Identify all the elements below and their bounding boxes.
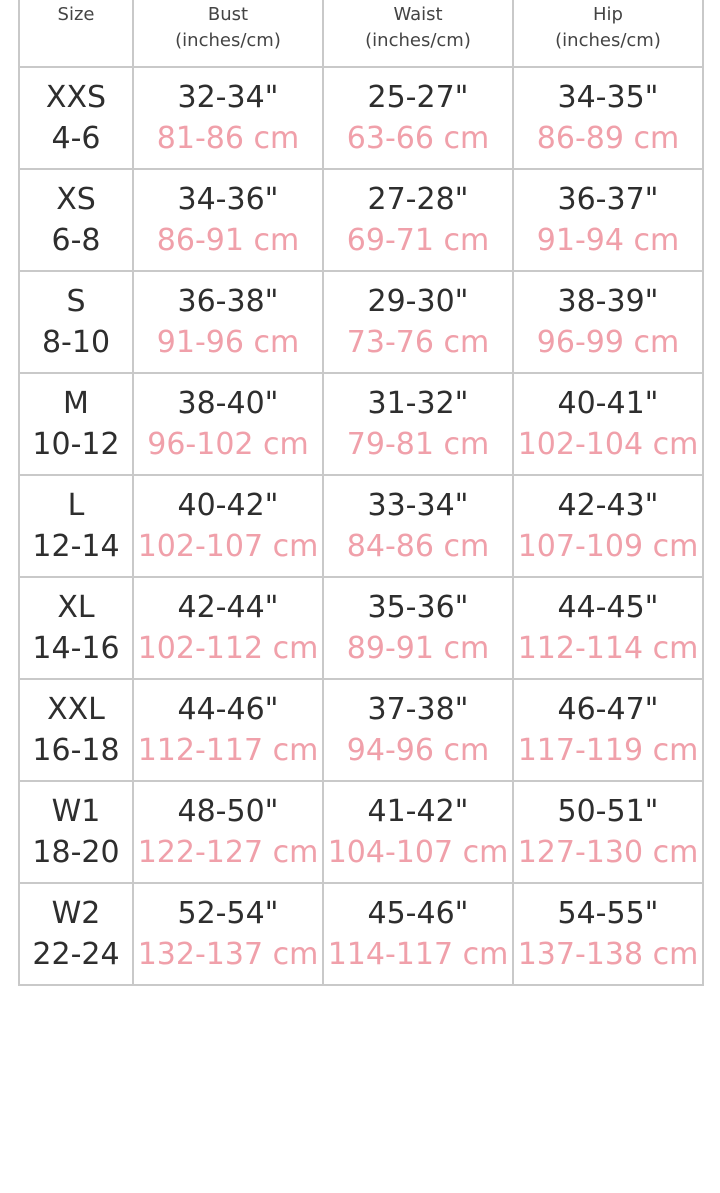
waist-cell bbox=[323, 883, 513, 985]
size-chart-body bbox=[19, 67, 703, 985]
size-range: 14-16 bbox=[32, 631, 120, 666]
hip-cell bbox=[513, 781, 703, 883]
waist-cm: 69-71 cm bbox=[346, 223, 490, 258]
table-row bbox=[19, 271, 703, 373]
bust-inches: 32-34" bbox=[177, 80, 279, 115]
bust-inches: 42-44" bbox=[177, 590, 279, 625]
waist-inches: 37-38" bbox=[367, 692, 469, 727]
hip-cm: 127-130 cm bbox=[517, 835, 699, 870]
bust-inches: 44-46" bbox=[177, 692, 279, 727]
header-waist bbox=[323, 0, 513, 67]
bust-cm: 96-102 cm bbox=[147, 427, 309, 462]
table-row bbox=[19, 781, 703, 883]
bust-cm: 102-112 cm bbox=[137, 631, 319, 666]
size-label: W2 bbox=[51, 896, 101, 931]
hip-cm: 102-104 cm bbox=[517, 427, 699, 462]
waist-cm: 73-76 cm bbox=[346, 325, 490, 360]
waist-inches: 35-36" bbox=[367, 590, 469, 625]
waist-cm: 89-91 cm bbox=[346, 631, 490, 666]
hip-inches: 36-37" bbox=[557, 182, 659, 217]
header-hip-title: Hip bbox=[593, 4, 623, 25]
header-hip-sub: (inches/cm) bbox=[555, 30, 661, 51]
hip-cm: 91-94 cm bbox=[536, 223, 680, 258]
bust-cell bbox=[133, 475, 323, 577]
size-range: 18-20 bbox=[32, 835, 120, 870]
bust-cell bbox=[133, 679, 323, 781]
table-row bbox=[19, 169, 703, 271]
bust-cell bbox=[133, 169, 323, 271]
header-bust bbox=[133, 0, 323, 67]
bust-cell bbox=[133, 271, 323, 373]
size-label: XL bbox=[57, 590, 95, 625]
waist-cell bbox=[323, 577, 513, 679]
size-range: 16-18 bbox=[32, 733, 120, 768]
bust-cm: 91-96 cm bbox=[156, 325, 300, 360]
waist-cm: 104-107 cm bbox=[327, 835, 509, 870]
waist-cm: 63-66 cm bbox=[346, 121, 490, 156]
waist-cm: 84-86 cm bbox=[346, 529, 490, 564]
hip-cell bbox=[513, 169, 703, 271]
size-label: XXS bbox=[45, 80, 107, 115]
size-label: W1 bbox=[51, 794, 101, 829]
hip-inches: 40-41" bbox=[557, 386, 659, 421]
hip-cm: 112-114 cm bbox=[517, 631, 699, 666]
table-row bbox=[19, 67, 703, 169]
size-cell bbox=[19, 169, 133, 271]
bust-cm: 86-91 cm bbox=[156, 223, 300, 258]
hip-cell bbox=[513, 475, 703, 577]
hip-inches: 34-35" bbox=[557, 80, 659, 115]
waist-inches: 27-28" bbox=[367, 182, 469, 217]
hip-inches: 50-51" bbox=[557, 794, 659, 829]
hip-inches: 38-39" bbox=[557, 284, 659, 319]
table-row bbox=[19, 373, 703, 475]
header-waist-sub: (inches/cm) bbox=[365, 30, 471, 51]
waist-cm: 94-96 cm bbox=[346, 733, 490, 768]
hip-cm: 137-138 cm bbox=[517, 937, 699, 972]
bust-inches: 52-54" bbox=[177, 896, 279, 931]
hip-inches: 44-45" bbox=[557, 590, 659, 625]
size-label: M bbox=[63, 386, 89, 421]
bust-cell bbox=[133, 373, 323, 475]
hip-cell bbox=[513, 67, 703, 169]
header-size-title: Size bbox=[57, 4, 95, 25]
header-size bbox=[19, 0, 133, 67]
waist-cell bbox=[323, 271, 513, 373]
size-cell bbox=[19, 577, 133, 679]
hip-cell bbox=[513, 373, 703, 475]
hip-cm: 86-89 cm bbox=[536, 121, 680, 156]
header-bust-sub: (inches/cm) bbox=[175, 30, 281, 51]
hip-inches: 54-55" bbox=[557, 896, 659, 931]
size-label: XXL bbox=[47, 692, 105, 727]
bust-cell bbox=[133, 67, 323, 169]
size-cell bbox=[19, 883, 133, 985]
hip-inches: 42-43" bbox=[557, 488, 659, 523]
bust-cm: 122-127 cm bbox=[137, 835, 319, 870]
hip-cell bbox=[513, 577, 703, 679]
size-label: L bbox=[67, 488, 85, 523]
size-cell bbox=[19, 475, 133, 577]
header-hip bbox=[513, 0, 703, 67]
bust-cm: 112-117 cm bbox=[137, 733, 319, 768]
waist-cell bbox=[323, 679, 513, 781]
hip-cm: 117-119 cm bbox=[517, 733, 699, 768]
bust-inches: 38-40" bbox=[177, 386, 279, 421]
waist-inches: 41-42" bbox=[367, 794, 469, 829]
hip-cm: 107-109 cm bbox=[517, 529, 699, 564]
hip-inches: 46-47" bbox=[557, 692, 659, 727]
header-waist-title: Waist bbox=[393, 4, 443, 25]
waist-cm: 79-81 cm bbox=[346, 427, 490, 462]
size-cell bbox=[19, 271, 133, 373]
waist-cell bbox=[323, 67, 513, 169]
bust-cell bbox=[133, 883, 323, 985]
table-row bbox=[19, 475, 703, 577]
size-range: 8-10 bbox=[41, 325, 111, 360]
size-cell bbox=[19, 67, 133, 169]
header-bust-title: Bust bbox=[207, 4, 249, 25]
waist-inches: 31-32" bbox=[367, 386, 469, 421]
waist-cell bbox=[323, 781, 513, 883]
bust-inches: 48-50" bbox=[177, 794, 279, 829]
bust-inches: 36-38" bbox=[177, 284, 279, 319]
waist-cm: 114-117 cm bbox=[327, 937, 509, 972]
bust-cell bbox=[133, 781, 323, 883]
size-range: 12-14 bbox=[32, 529, 120, 564]
size-range: 10-12 bbox=[32, 427, 120, 462]
table-row bbox=[19, 577, 703, 679]
waist-inches: 45-46" bbox=[367, 896, 469, 931]
table-row bbox=[19, 883, 703, 985]
size-cell bbox=[19, 781, 133, 883]
header-row bbox=[19, 0, 703, 67]
table-row bbox=[19, 679, 703, 781]
waist-inches: 29-30" bbox=[367, 284, 469, 319]
bust-inches: 34-36" bbox=[177, 182, 279, 217]
waist-cell bbox=[323, 475, 513, 577]
size-cell bbox=[19, 679, 133, 781]
bust-cm: 132-137 cm bbox=[137, 937, 319, 972]
waist-inches: 33-34" bbox=[367, 488, 469, 523]
hip-cell bbox=[513, 679, 703, 781]
size-label: XS bbox=[56, 182, 96, 217]
bust-cell bbox=[133, 577, 323, 679]
size-label: S bbox=[66, 284, 86, 319]
bust-inches: 40-42" bbox=[177, 488, 279, 523]
size-chart-table bbox=[18, 0, 704, 986]
size-cell bbox=[19, 373, 133, 475]
size-range: 4-6 bbox=[51, 121, 101, 156]
hip-cell bbox=[513, 883, 703, 985]
hip-cm: 96-99 cm bbox=[536, 325, 680, 360]
size-range: 22-24 bbox=[32, 937, 120, 972]
size-range: 6-8 bbox=[51, 223, 101, 258]
bust-cm: 102-107 cm bbox=[137, 529, 319, 564]
bust-cm: 81-86 cm bbox=[156, 121, 300, 156]
waist-cell bbox=[323, 373, 513, 475]
hip-cell bbox=[513, 271, 703, 373]
waist-inches: 25-27" bbox=[367, 80, 469, 115]
waist-cell bbox=[323, 169, 513, 271]
